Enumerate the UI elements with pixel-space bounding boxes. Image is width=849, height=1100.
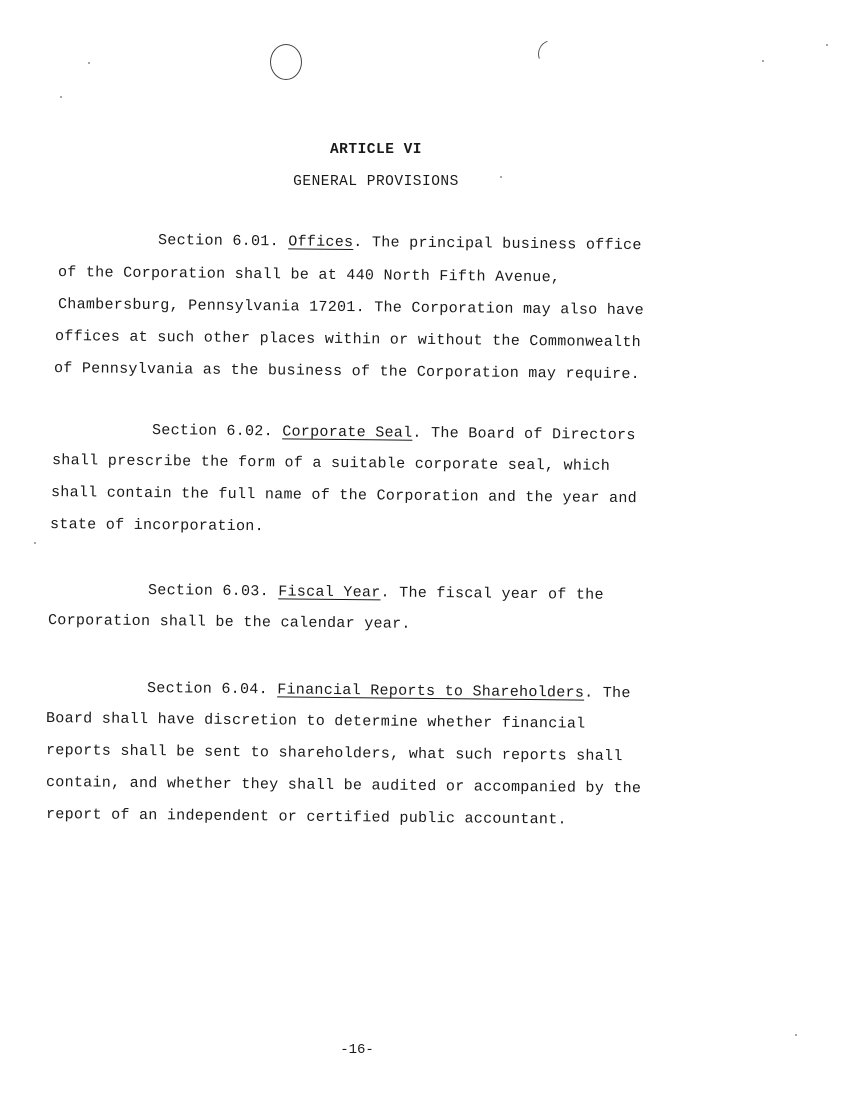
section-text-line: contain, and whether they shall be audited or accompanied by the [45, 774, 642, 798]
scan-speck [60, 96, 62, 98]
section-text: The Board of Directors [430, 424, 636, 445]
scan-speck [88, 62, 90, 64]
scan-speck [34, 542, 36, 544]
page-number: -16- [340, 1042, 374, 1058]
section-text-line: shall prescribe the form of a suitable corporate seal, which [51, 452, 611, 475]
section-text-line: reports shall be sent to shareholders, what such reports shall [45, 742, 623, 766]
article-title: ARTICLE VI [329, 142, 422, 158]
article-subtitle: GENERAL PROVISIONS [293, 174, 459, 190]
section-text-line: Corporation shall be the calendar year. [47, 612, 411, 633]
section-number: Section 6.01. [157, 232, 280, 251]
section-6-02-first-line: Section 6.02. Corporate Seal. The Board of Directors [151, 422, 636, 445]
section-text-line: Chambersburg, Pennsylvania 17201. The Corporation may also have [57, 296, 645, 320]
section-text-line: of Pennsylvania as the business of the Corporation may require. [53, 360, 641, 384]
section-6-01-first-line: Section 6.01. Offices. The principal business office [157, 232, 642, 255]
section-text-line: offices at such other places within or without the Commonwealth [54, 328, 642, 352]
section-6-03-first-line: Section 6.03. Fiscal Year. The fiscal year of the [147, 582, 604, 604]
section-text: The principal business office [371, 234, 642, 255]
section-heading: Fiscal Year [278, 583, 381, 602]
punch-hole-mark [270, 44, 302, 80]
scan-speck [826, 44, 828, 46]
section-heading: Financial Reports to Shareholders [277, 681, 585, 702]
section-number: Section 6.03. [147, 582, 270, 601]
section-text: The fiscal year of the [399, 584, 604, 604]
punch-hole-mark [533, 35, 570, 72]
scan-speck [795, 1034, 797, 1036]
section-text: The [602, 684, 631, 703]
section-number: Section 6.02. [151, 422, 274, 441]
section-text-line: state of incorporation. [49, 516, 265, 536]
section-number: Section 6.04. [146, 680, 269, 699]
section-heading: Corporate Seal [282, 423, 413, 442]
section-6-04-first-line: Section 6.04. Financial Reports to Shareholders. The [146, 680, 631, 703]
scan-speck [762, 60, 764, 62]
section-text-line: shall contain the full name of the Corporation and the year and [50, 484, 638, 508]
section-text-line: of the Corporation shall be at 440 North Fifth Avenue, [57, 264, 561, 287]
section-text-line: report of an independent or certified public accountant. [45, 806, 567, 829]
section-heading: Offices [288, 233, 354, 252]
section-text-line: Board shall have discretion to determine whether financial [45, 710, 586, 733]
